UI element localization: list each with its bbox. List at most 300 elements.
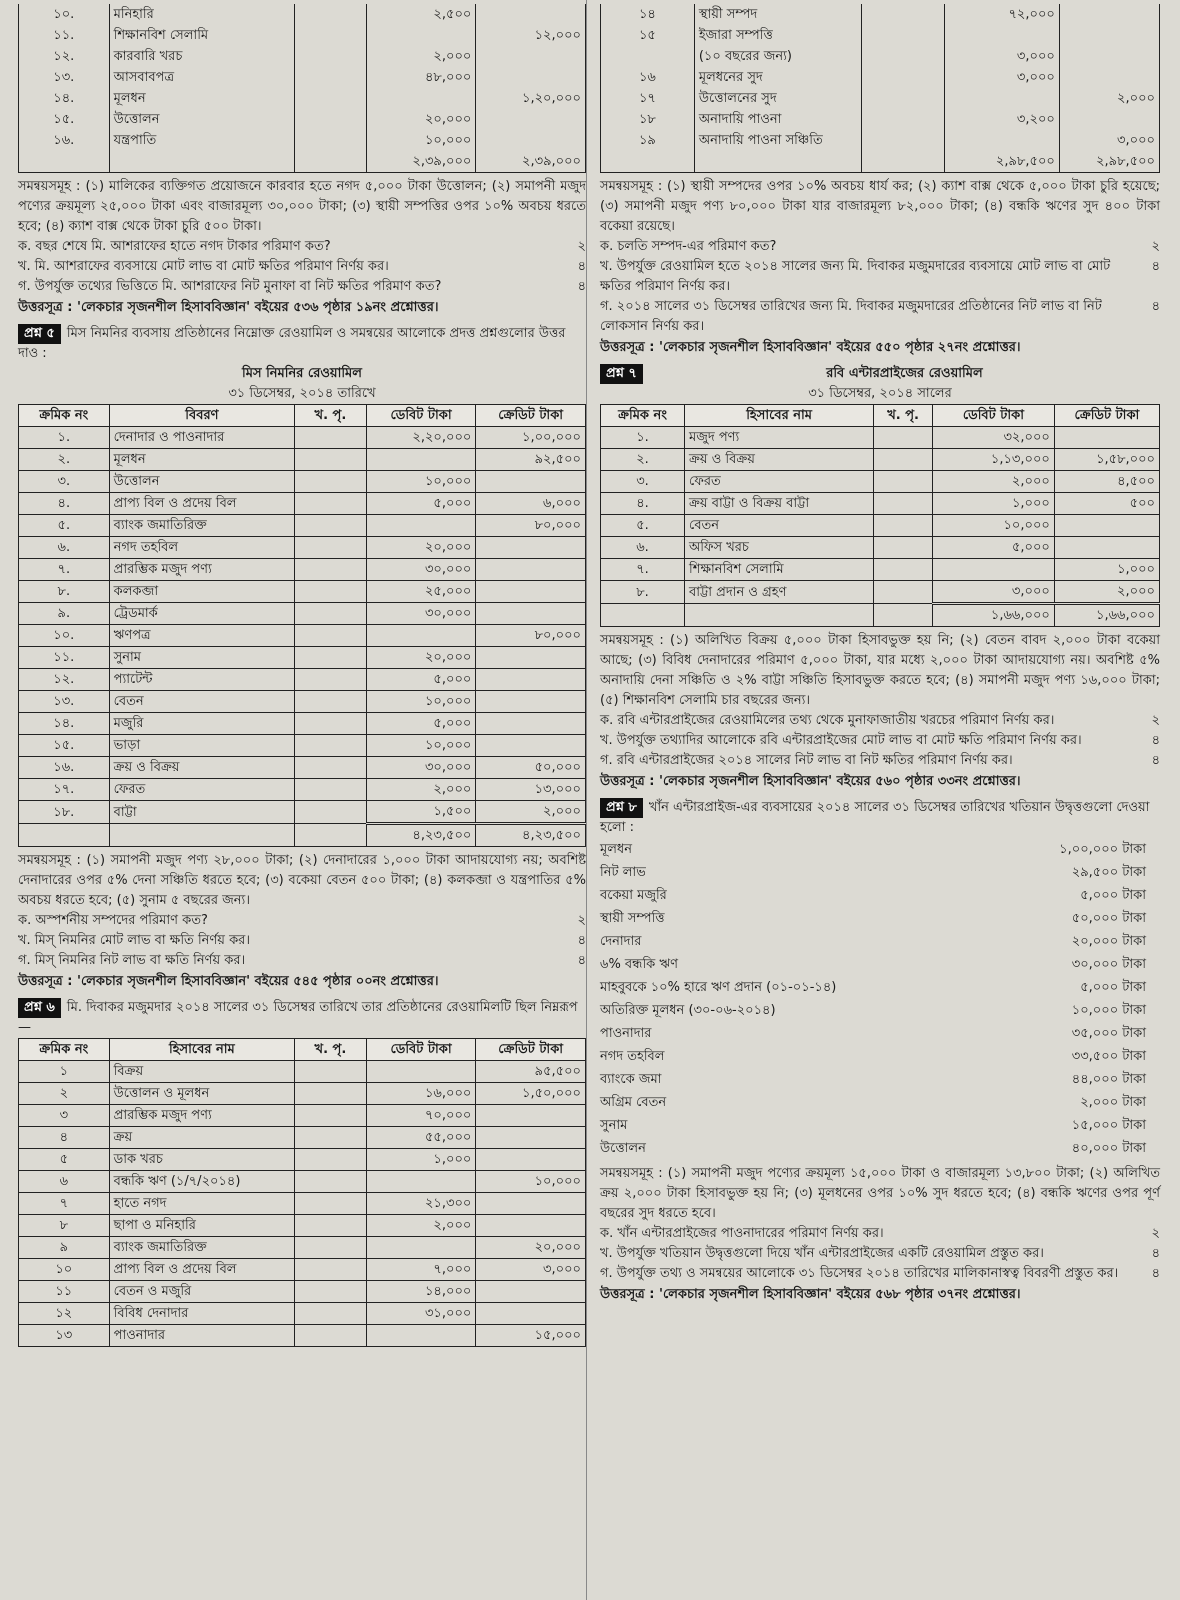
question-item bbox=[600, 297, 1160, 337]
account-name-cell: কলকব্জা bbox=[109, 581, 294, 603]
folio-cell bbox=[874, 581, 933, 604]
folio-cell bbox=[874, 493, 933, 515]
credit-cell bbox=[476, 130, 586, 151]
credit-cell bbox=[1054, 515, 1159, 537]
account-name-cell: ছাপা ও মনিহারি bbox=[109, 1215, 294, 1237]
ledger-amount: ৫,০০০ টাকা bbox=[1080, 888, 1146, 903]
column-header: ক্রেডিট টাকা bbox=[476, 1039, 586, 1061]
debit-cell: ২০,০০০ bbox=[366, 537, 476, 559]
serial-cell: ১০. bbox=[19, 625, 110, 647]
question-item bbox=[18, 911, 586, 931]
debit-cell: ৫,০০০ bbox=[933, 537, 1055, 559]
debit-cell bbox=[366, 515, 476, 537]
serial-cell: ৩ bbox=[19, 1105, 110, 1127]
table-row bbox=[19, 1061, 586, 1083]
credit-cell: ৯২,৫০০ bbox=[476, 449, 586, 471]
debit-cell: ২,০০০ bbox=[933, 471, 1055, 493]
serial-cell: ১২ bbox=[19, 1303, 110, 1325]
question-item bbox=[600, 1224, 1160, 1244]
folio-cell bbox=[295, 625, 367, 647]
credit-cell: ৫০,০০০ bbox=[476, 757, 586, 779]
serial-cell: ২. bbox=[601, 449, 685, 471]
debit-cell: ১৪,০০০ bbox=[366, 1281, 476, 1303]
account-name-cell: ক্রয় বাট্টা ও বিক্রয় বাট্টা bbox=[685, 493, 874, 515]
account-name-cell: অনাদায়ি পাওনা সঞ্চিতি bbox=[694, 130, 861, 151]
account-name-cell bbox=[109, 151, 294, 173]
serial-cell: ১. bbox=[19, 427, 110, 449]
serial-cell: ৬. bbox=[601, 537, 685, 559]
table-row bbox=[19, 713, 586, 735]
serial-cell: ৫. bbox=[19, 515, 110, 537]
table-row bbox=[19, 537, 586, 559]
folio-cell bbox=[295, 1083, 367, 1105]
folio-cell bbox=[295, 46, 367, 67]
ledger-amount: ২৯,৫০০ টাকা bbox=[1071, 865, 1146, 880]
table-row bbox=[601, 515, 1160, 537]
trial-balance-robi bbox=[600, 404, 1160, 627]
folio-cell bbox=[295, 151, 367, 173]
table-row bbox=[19, 669, 586, 691]
table-title: মিস নিমনির রেওয়ামিল bbox=[242, 366, 362, 381]
serial-cell: ১২. bbox=[19, 669, 110, 691]
folio-cell bbox=[295, 647, 367, 669]
question-item bbox=[600, 1264, 1160, 1284]
serial-cell bbox=[601, 151, 695, 173]
table-row bbox=[19, 109, 586, 130]
serial-cell bbox=[601, 46, 695, 67]
question-text: ক. চলতি সম্পদ-এর পরিমাণ কত? bbox=[600, 239, 777, 254]
question-text: গ. উপর্যুক্ত তথ্যের ভিত্তিতে মি. আশরাফের নিট মুনাফা বা নিট ক্ষতির পরিমাণ কত? bbox=[18, 279, 442, 294]
question-list bbox=[600, 711, 1160, 771]
debit-cell: ১,১৩,০০০ bbox=[933, 449, 1055, 471]
account-name-cell: ইজারা সম্পত্তি bbox=[694, 25, 861, 46]
credit-cell bbox=[476, 471, 586, 493]
account-name-cell: সুনাম bbox=[109, 647, 294, 669]
account-name-cell bbox=[694, 151, 861, 173]
folio-cell bbox=[295, 1193, 367, 1215]
credit-cell bbox=[476, 1215, 586, 1237]
folio-cell bbox=[861, 88, 944, 109]
folio-cell bbox=[295, 67, 367, 88]
account-name-cell: ফেরত bbox=[685, 471, 874, 493]
account-name-cell: প্রাপ্য বিল ও প্রদেয় বিল bbox=[109, 493, 294, 515]
folio-cell bbox=[874, 559, 933, 581]
debit-cell: ৭০,০০০ bbox=[366, 1105, 476, 1127]
column-header: ক্রেডিট টাকা bbox=[1054, 405, 1159, 427]
question-item bbox=[18, 951, 586, 971]
table-date: ৩১ ডিসেম্বর, ২০১৪ সালের bbox=[808, 386, 952, 401]
account-name-cell: নগদ তহবিল bbox=[109, 537, 294, 559]
table-row bbox=[601, 493, 1160, 515]
question-item bbox=[600, 731, 1160, 751]
ledger-account: স্থায়ী সম্পত্তি bbox=[600, 911, 665, 926]
question-number-badge: প্রশ্ন ৬ bbox=[18, 998, 61, 1018]
debit-cell: ৩০,০০০ bbox=[366, 757, 476, 779]
question-text: খ. উপর্যুক্ত খতিয়ান উদ্বৃত্তগুলো দিয়ে খাঁন এন্টারপ্রাইজের একটি রেওয়ামিল প্রস্তুত কর। bbox=[600, 1246, 1044, 1261]
ledger-account: ব্যাংকে জমা bbox=[600, 1072, 662, 1087]
column-header: ক্রমিক নং bbox=[601, 405, 685, 427]
debit-cell: ২০,০০০ bbox=[366, 647, 476, 669]
serial-cell: ৭. bbox=[19, 559, 110, 581]
ledger-amount: ১৫,০০০ টাকা bbox=[1071, 1118, 1146, 1133]
trial-balance-rows bbox=[19, 1061, 586, 1347]
credit-cell bbox=[1054, 427, 1159, 449]
debit-cell bbox=[366, 1237, 476, 1259]
serial-cell: ৯. bbox=[19, 603, 110, 625]
trial-balance-dibakar bbox=[18, 1038, 586, 1347]
account-name-cell: প্রারম্ভিক মজুদ পণ্য bbox=[109, 1105, 294, 1127]
table-row bbox=[19, 691, 586, 713]
column-header: ডেবিট টাকা bbox=[366, 1039, 476, 1061]
serial-cell: ১৫ bbox=[601, 25, 695, 46]
folio-cell bbox=[295, 449, 367, 471]
debit-cell bbox=[945, 130, 1060, 151]
answer-reference: উত্তরসূত্র : 'লেকচার সৃজনশীল হিসাববিজ্ঞান' বইয়ের ৫৪৫ পৃষ্ঠার ০০নং প্রশ্নোত্তর। bbox=[18, 974, 439, 989]
table-row bbox=[19, 1127, 586, 1149]
trial-balance-dibakar-continued bbox=[600, 4, 1160, 173]
account-name-cell: বিক্রয় bbox=[109, 1061, 294, 1083]
account-name-cell: কারবারি খরচ bbox=[109, 46, 294, 67]
ledger-row bbox=[600, 1091, 1160, 1114]
debit-cell bbox=[366, 1171, 476, 1193]
debit-cell: ২,২০,০০০ bbox=[366, 427, 476, 449]
ledger-amount: ১০,০০০ টাকা bbox=[1071, 1003, 1146, 1018]
account-name-cell: বিবিধ দেনাদার bbox=[109, 1303, 294, 1325]
ledger-amount: ৪৪,০০০ টাকা bbox=[1071, 1072, 1146, 1087]
folio-cell bbox=[295, 1303, 367, 1325]
ledger-account: অগ্রিম বেতন bbox=[600, 1095, 667, 1110]
question-5-text: মিস নিমনির ব্যবসায় প্রতিষ্ঠানের নিম্নোক্ত রেওয়ামিল ও সমন্বয়ের আলোকে প্রদত্ত প্রশ্নগুলোর উত্তর দাও : bbox=[18, 326, 566, 361]
account-name-cell: ডাক খরচ bbox=[109, 1149, 294, 1171]
debit-cell: ৩০,০০০ bbox=[366, 603, 476, 625]
serial-cell bbox=[601, 604, 685, 627]
account-name-cell: দেনাদার ও পাওনাদার bbox=[109, 427, 294, 449]
credit-cell: ৩,০০০ bbox=[476, 1259, 586, 1281]
question-item bbox=[18, 237, 586, 257]
table-header-row bbox=[601, 405, 1160, 427]
column-divider bbox=[586, 0, 587, 1600]
answer-reference: উত্তরসূত্র : 'লেকচার সৃজনশীল হিসাববিজ্ঞান' বইয়ের ৫৫০ পৃষ্ঠার ২৭নং প্রশ্নোত্তর। bbox=[600, 340, 1021, 355]
credit-cell: ১,২০,০০০ bbox=[476, 88, 586, 109]
table-row bbox=[19, 515, 586, 537]
credit-cell: ১,০০০ bbox=[1054, 559, 1159, 581]
credit-cell: ২,০০০ bbox=[1054, 581, 1159, 604]
serial-cell bbox=[19, 824, 110, 847]
credit-cell: ৪,৫০০ bbox=[1054, 471, 1159, 493]
ledger-row bbox=[600, 1022, 1160, 1045]
question-item bbox=[600, 257, 1160, 297]
ledger-amount: ২,০০০ টাকা bbox=[1080, 1095, 1146, 1110]
account-name-cell: উত্তোলন ও মূলধন bbox=[109, 1083, 294, 1105]
debit-total-cell: ১,৬৬,০০০ bbox=[933, 604, 1055, 627]
question-marks: ৪ bbox=[577, 953, 586, 968]
serial-cell: ১৪. bbox=[19, 88, 110, 109]
column-header: হিসাবের নাম bbox=[109, 1039, 294, 1061]
account-name-cell: বেতন bbox=[109, 691, 294, 713]
folio-cell bbox=[295, 88, 367, 109]
table-row bbox=[19, 1259, 586, 1281]
folio-cell bbox=[874, 515, 933, 537]
serial-cell: ১. bbox=[601, 427, 685, 449]
table-row bbox=[19, 46, 586, 67]
account-name-cell: (১০ বছরের জন্য) bbox=[694, 46, 861, 67]
debit-cell: ২,০০০ bbox=[366, 46, 476, 67]
serial-cell: ১৪. bbox=[19, 713, 110, 735]
table-row bbox=[19, 4, 586, 25]
question-number-badge: প্রশ্ন ৭ bbox=[600, 364, 643, 384]
account-name-cell: উত্তোলনের সুদ bbox=[694, 88, 861, 109]
credit-total-cell: ৪,২৩,৫০০ bbox=[476, 824, 586, 847]
credit-cell bbox=[476, 647, 586, 669]
table-row bbox=[19, 1193, 586, 1215]
debit-cell: ৭,০০০ bbox=[366, 1259, 476, 1281]
debit-cell: ১০,০০০ bbox=[366, 691, 476, 713]
question-text: ক. বছর শেষে মি. আশরাফের হাতে নগদ টাকার পরিমাণ কত? bbox=[18, 239, 331, 254]
question-marks: ২ bbox=[1151, 239, 1160, 254]
question-item bbox=[600, 1244, 1160, 1264]
table-row bbox=[19, 493, 586, 515]
table-row bbox=[19, 647, 586, 669]
folio-cell bbox=[295, 1215, 367, 1237]
serial-cell: ৮. bbox=[19, 581, 110, 603]
question-5-intro bbox=[18, 324, 586, 364]
account-name-cell bbox=[685, 604, 874, 627]
column-header: ক্রেডিট টাকা bbox=[476, 405, 586, 427]
ledger-row bbox=[600, 1045, 1160, 1068]
ledger-account: ৬% বন্ধকি ঋণ bbox=[600, 957, 679, 972]
credit-cell: ১,০০,০০০ bbox=[476, 427, 586, 449]
folio-cell bbox=[295, 1127, 367, 1149]
ledger-account: দেনাদার bbox=[600, 934, 642, 949]
credit-cell: ২,০০০ bbox=[1059, 88, 1159, 109]
folio-cell bbox=[295, 713, 367, 735]
question-6-text: মি. দিবাকর মজুমদার ২০১৪ সালের ৩১ ডিসেম্বর তারিখে তার প্রতিষ্ঠানের রেওয়ামিলটি ছিল নিম্নরূপ— bbox=[18, 1000, 578, 1035]
account-name-cell: ক্রয় bbox=[109, 1127, 294, 1149]
serial-cell: ১২. bbox=[19, 46, 110, 67]
table-row bbox=[601, 109, 1160, 130]
table-row bbox=[19, 88, 586, 109]
debit-cell: ১০,০০০ bbox=[933, 515, 1055, 537]
table-row bbox=[19, 779, 586, 801]
debit-cell: ৭২,০০০ bbox=[945, 4, 1060, 25]
question-text: খ. উপর্যুক্ত তথ্যাদির আলোকে রবি এন্টারপ্রাইজের মোট লাভ বা মোট ক্ষতি পরিমাণ নির্ণয় কর। bbox=[600, 733, 1082, 748]
table-row bbox=[19, 1149, 586, 1171]
serial-cell bbox=[19, 151, 110, 173]
account-name-cell: বাট্টা প্রদান ও গ্রহণ bbox=[685, 581, 874, 604]
ledger-row bbox=[600, 1137, 1160, 1160]
account-name-cell: ট্রেডমার্ক bbox=[109, 603, 294, 625]
folio-cell bbox=[295, 537, 367, 559]
adjustments-text: সমন্বয়সমূহ : (১) অলিখিত বিক্রয় ৫,০০০ টাকা হিসাবভুক্ত হয় নি; (২) বেতন বাবদ ২,০০০ টাকা বকেয়া আছে; (৩) বিবিধ দেনাদারের পরিমাণ ৫,০০০ টাকা, যার মধ্যে ২,০০০ টাকা আদায়যোগ্য নয়। অবশিষ্ট ৫% অনাদায়ি দেনা সঞ্চিতি ও ২% বাট্টা সঞ্চিতি হিসাবভুক্ত করতে হবে; (৪) সমাপনী মজুদ পণ্য ১৬,০০০ টাকা; (৫) শিক্ষানবিশ সেলামি চার বছরের জন্য। bbox=[600, 633, 1160, 708]
folio-cell bbox=[295, 1325, 367, 1347]
debit-total-cell: ২,৯৮,৫০০ bbox=[945, 151, 1060, 173]
account-name-cell: অনাদায়ি পাওনা bbox=[694, 109, 861, 130]
debit-cell: ৫৫,০০০ bbox=[366, 1127, 476, 1149]
debit-cell: ১,০০০ bbox=[366, 1149, 476, 1171]
folio-cell bbox=[295, 1259, 367, 1281]
credit-cell bbox=[476, 1193, 586, 1215]
credit-cell bbox=[1059, 67, 1159, 88]
trial-balance-continued-1 bbox=[18, 4, 586, 173]
serial-cell: ৫. bbox=[601, 515, 685, 537]
serial-cell: ৮. bbox=[601, 581, 685, 604]
question-text: গ. ২০১৪ সালের ৩১ ডিসেম্বর তারিখের জন্য মি. দিবাকর মজুমদারের প্রতিষ্ঠানের নিট লাভ বা নিট লোকসান নির্ণয় কর। bbox=[600, 299, 1102, 334]
serial-cell: ৩. bbox=[19, 471, 110, 493]
ledger-row bbox=[600, 999, 1160, 1022]
question-item bbox=[18, 257, 586, 277]
folio-cell bbox=[874, 537, 933, 559]
account-name-cell: হাতে নগদ bbox=[109, 1193, 294, 1215]
serial-cell: ৪ bbox=[19, 1127, 110, 1149]
ledger-account: বকেয়া মজুরি bbox=[600, 888, 667, 903]
column-header: হিসাবের নাম bbox=[685, 405, 874, 427]
account-name-cell: বাট্টা bbox=[109, 801, 294, 824]
folio-cell bbox=[295, 109, 367, 130]
ledger-row bbox=[600, 1068, 1160, 1091]
credit-cell: ৮০,০০০ bbox=[476, 625, 586, 647]
left-column bbox=[18, 4, 586, 1347]
credit-cell bbox=[476, 1105, 586, 1127]
table-row bbox=[601, 88, 1160, 109]
folio-cell bbox=[861, 130, 944, 151]
debit-cell bbox=[933, 559, 1055, 581]
table-row bbox=[601, 581, 1160, 604]
table-row bbox=[19, 471, 586, 493]
question-text: গ. মিস্ নিমনির নিট লাভ বা ক্ষতি নির্ণয় কর। bbox=[18, 953, 246, 968]
total-row bbox=[19, 151, 586, 173]
account-name-cell: ক্রয় ও বিক্রয় bbox=[109, 757, 294, 779]
table-row bbox=[601, 537, 1160, 559]
serial-cell: ১৭ bbox=[601, 88, 695, 109]
column-header: বিবরণ bbox=[109, 405, 294, 427]
credit-cell bbox=[476, 559, 586, 581]
credit-cell: ৯৫,৫০০ bbox=[476, 1061, 586, 1083]
debit-cell: ১৬,০০০ bbox=[366, 1083, 476, 1105]
ledger-amount: ৫০,০০০ টাকা bbox=[1071, 911, 1146, 926]
table-row bbox=[19, 1105, 586, 1127]
trial-balance-nimni bbox=[18, 404, 586, 847]
debit-cell bbox=[366, 449, 476, 471]
credit-cell bbox=[476, 581, 586, 603]
folio-cell bbox=[295, 25, 367, 46]
credit-cell bbox=[476, 109, 586, 130]
account-name-cell: ক্রয় ও বিক্রয় bbox=[685, 449, 874, 471]
account-name-cell: ফেরত bbox=[109, 779, 294, 801]
serial-cell: ৭. bbox=[601, 559, 685, 581]
folio-cell bbox=[861, 25, 944, 46]
question-item bbox=[600, 711, 1160, 731]
table-row bbox=[19, 1325, 586, 1347]
debit-cell bbox=[366, 1061, 476, 1083]
credit-cell bbox=[1059, 25, 1159, 46]
debit-cell bbox=[366, 25, 476, 46]
question-item bbox=[600, 751, 1160, 771]
folio-cell bbox=[874, 471, 933, 493]
serial-cell: ৩. bbox=[601, 471, 685, 493]
column-header: ডেবিট টাকা bbox=[366, 405, 476, 427]
table-row bbox=[19, 735, 586, 757]
question-text: গ. রবি এন্টারপ্রাইজের ২০১৪ সালের নিট লাভ বা নিট ক্ষতির পরিমাণ নির্ণয় কর। bbox=[600, 753, 1013, 768]
account-name-cell: মূলধন bbox=[109, 449, 294, 471]
credit-cell bbox=[476, 1303, 586, 1325]
serial-cell: ৬. bbox=[19, 537, 110, 559]
account-name-cell bbox=[109, 824, 294, 847]
trial-balance-rows bbox=[19, 427, 586, 847]
account-name-cell: মজুরি bbox=[109, 713, 294, 735]
serial-cell: ২ bbox=[19, 1083, 110, 1105]
question-number-badge: প্রশ্ন ৫ bbox=[18, 324, 61, 344]
question-item bbox=[18, 931, 586, 951]
adjustments-text: সমন্বয়সমূহ : (১) স্থায়ী সম্পদের ওপর ১০% অবচয় ধার্য কর; (২) ক্যাশ বাক্স থেকে ৫,০০০ টাকা চুরি হয়েছে; (৩) সমাপনী মজুদ পণ্য ৮০,০০০ টাকা যার বাজারমূল্য ৮২,০০০ টাকা; (৪) বন্ধকি ঋণের সুদ ৪০০ টাকা বকেয়া রয়েছে। bbox=[600, 179, 1160, 234]
folio-cell bbox=[874, 449, 933, 471]
serial-cell: ১০. bbox=[19, 4, 110, 25]
credit-cell: ৮০,০০০ bbox=[476, 515, 586, 537]
table-row bbox=[19, 130, 586, 151]
question-marks: ৪ bbox=[1151, 1266, 1160, 1281]
debit-cell: ৩,২০০ bbox=[945, 109, 1060, 130]
question-marks: ২ bbox=[1151, 713, 1160, 728]
table-row bbox=[19, 559, 586, 581]
question-marks: ৪ bbox=[1151, 753, 1160, 768]
folio-cell bbox=[295, 779, 367, 801]
folio-cell bbox=[861, 109, 944, 130]
serial-cell: ৫ bbox=[19, 1149, 110, 1171]
table-row bbox=[19, 1281, 586, 1303]
answer-reference: উত্তরসূত্র : 'লেকচার সৃজনশীল হিসাববিজ্ঞান' বইয়ের ৫৬৮ পৃষ্ঠার ৩৭নং প্রশ্নোত্তর। bbox=[600, 1287, 1021, 1302]
ledger-amount: ৩৫,০০০ টাকা bbox=[1071, 1026, 1146, 1041]
credit-cell bbox=[476, 537, 586, 559]
serial-cell: ৭ bbox=[19, 1193, 110, 1215]
account-name-cell: উত্তোলন bbox=[109, 109, 294, 130]
question-list bbox=[18, 911, 586, 971]
debit-cell: ৩২,০০০ bbox=[933, 427, 1055, 449]
debit-cell: ২১,৩০০ bbox=[366, 1193, 476, 1215]
account-name-cell: ঋণপত্র bbox=[109, 625, 294, 647]
credit-cell: ২,০০০ bbox=[476, 801, 586, 824]
debit-cell: ১০,০০০ bbox=[366, 735, 476, 757]
column-header: ক্রমিক নং bbox=[19, 405, 110, 427]
question-marks: ৪ bbox=[577, 933, 586, 948]
table-row bbox=[19, 801, 586, 824]
folio-cell bbox=[295, 4, 367, 25]
serial-cell: ১৫. bbox=[19, 735, 110, 757]
serial-cell: ১৮ bbox=[601, 109, 695, 130]
serial-cell: ৮ bbox=[19, 1215, 110, 1237]
folio-cell bbox=[295, 130, 367, 151]
credit-cell bbox=[476, 735, 586, 757]
folio-cell bbox=[874, 604, 933, 627]
serial-cell: ১৬. bbox=[19, 757, 110, 779]
ledger-row bbox=[600, 976, 1160, 999]
ledger-account: নগদ তহবিল bbox=[600, 1049, 665, 1064]
credit-cell bbox=[476, 1127, 586, 1149]
debit-cell bbox=[366, 88, 476, 109]
table-row bbox=[19, 625, 586, 647]
serial-cell: ১০ bbox=[19, 1259, 110, 1281]
account-name-cell: মজুদ পণ্য bbox=[685, 427, 874, 449]
account-name-cell: মনিহারি bbox=[109, 4, 294, 25]
table-row bbox=[19, 1171, 586, 1193]
serial-cell: ১ bbox=[19, 1061, 110, 1083]
credit-total-cell: ১,৬৬,০০০ bbox=[1054, 604, 1159, 627]
folio-cell bbox=[295, 1281, 367, 1303]
folio-cell bbox=[861, 4, 944, 25]
credit-cell bbox=[1059, 4, 1159, 25]
debit-cell: ৫,০০০ bbox=[366, 669, 476, 691]
serial-cell: ১৭. bbox=[19, 779, 110, 801]
trial-balance-rows bbox=[601, 4, 1160, 173]
debit-cell bbox=[945, 25, 1060, 46]
